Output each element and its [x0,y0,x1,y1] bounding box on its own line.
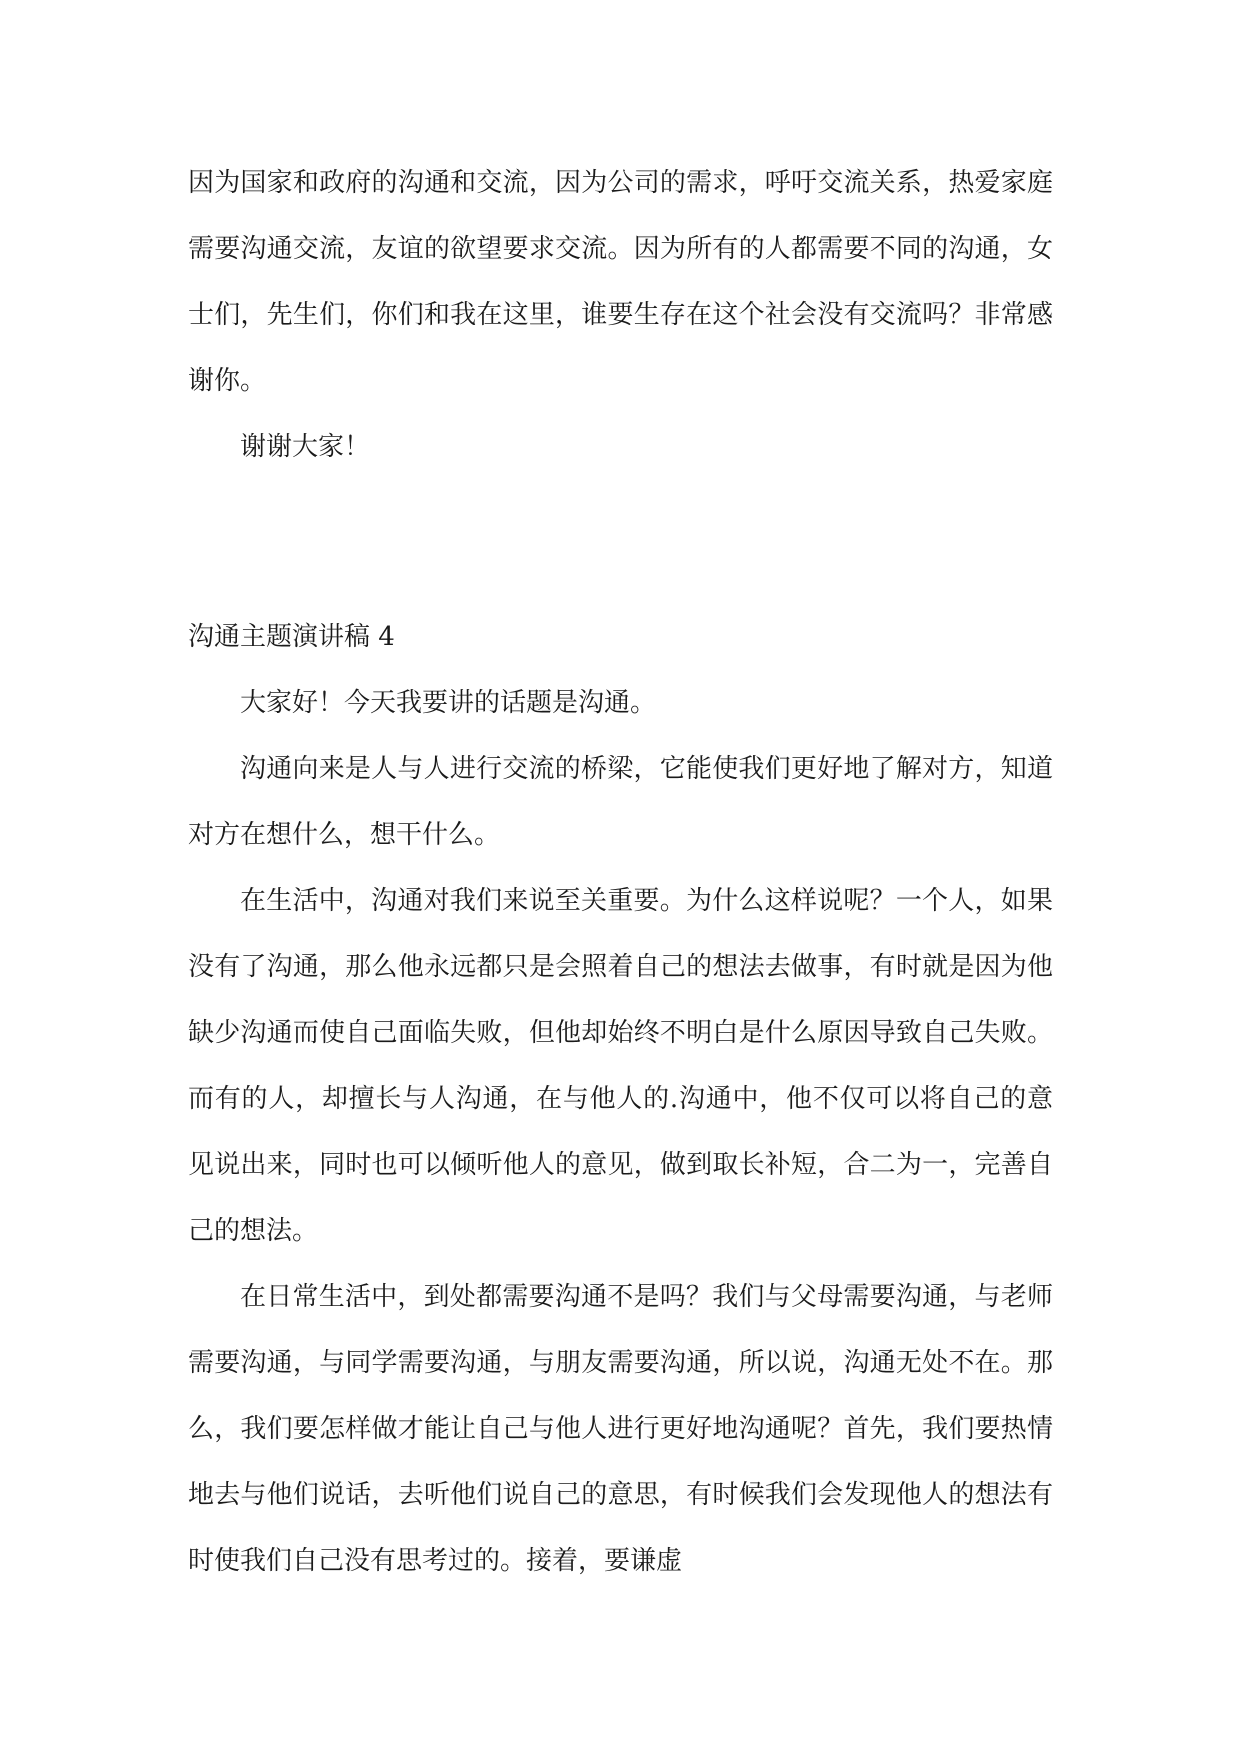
speech-section [188,604,1053,1594]
continuation-block [188,150,1053,480]
body-paragraph: 在日常生活中，到处都需要沟通不是吗？我们与父母需要沟通，与老师需要沟通，与同学需要沟通，与朋友需要沟通，所以说，沟通无处不在。那么，我们要怎样做才能让自己与他人进行更好地沟通呢？首先，我们要热情地去与他们说话，去听他们说自己的意思，有时候我们会发现他人的想法有时使我们自己没有思考过的。接着，要谦虚 [188,1282,1053,1576]
body-paragraph: 在生活中，沟通对我们来说至关重要。为什么这样说呢？一个人，如果没有了沟通，那么他永远都只是会照着自己的想法去做事，有时就是因为他缺少沟通而使自己面临失败，但他却始终不明白是什么原因导致自己失败。而有的人，却擅长与人沟通，在与他人的.沟通中，他不仅可以将自己的意见说出来，同时也可以倾听他人的意见，做到取长补短，合二为一，完善自己的想法。 [188,886,1053,1246]
body-paragraph: 大家好！今天我要讲的话题是沟通。 [240,688,657,718]
section-title: 沟通主题演讲稿 4 [188,622,395,652]
continuation-paragraph: 因为国家和政府的沟通和交流，因为公司的需求，呼吁交流关系，热爱家庭需要沟通交流，友谊的欲望要求交流。因为所有的人都需要不同的沟通，女士们，先生们，你们和我在这里，谁要生存在这个社会没有交流吗？非常感谢你。 [188,168,1053,396]
body-paragraph: 沟通向来是人与人进行交流的桥梁，它能使我们更好地了解对方，知道对方在想什么，想干什么。 [188,754,1053,850]
closing-thanks: 谢谢大家！ [240,432,371,462]
